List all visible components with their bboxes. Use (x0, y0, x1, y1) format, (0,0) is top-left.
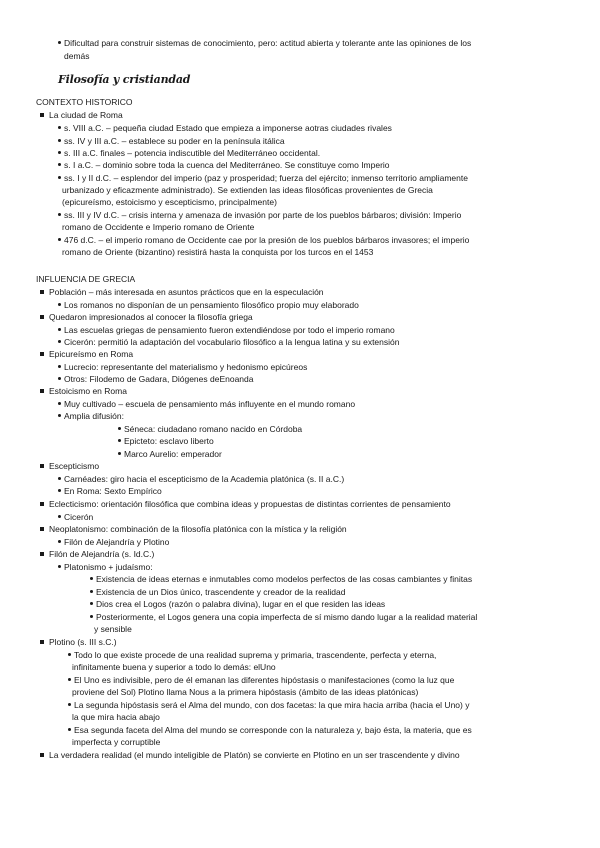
bullet-dot-icon (58, 565, 61, 568)
list-item (58, 209, 461, 221)
square-bullet-icon (40, 527, 44, 531)
list-item (90, 611, 477, 623)
list-item (40, 548, 154, 560)
list-item (40, 311, 253, 323)
square-bullet-icon (40, 389, 44, 393)
bullet-dot-icon (90, 602, 93, 605)
list-item (58, 159, 390, 171)
item-text: ss. III y IV d.C. – crisis interna y amenaza de invasión por parte de los pueblos bárbaros; división: Imperio (64, 210, 462, 220)
item-text: Población – más interesada en asuntos prácticos que en la especulación (49, 287, 324, 297)
section-title-influencia: INFLUENCIA DE GRECIA (36, 274, 136, 284)
item-text: Séneca: ciudadano romano nacido en Córdoba (124, 424, 303, 434)
bullet-dot-icon (58, 163, 61, 166)
list-item (58, 398, 355, 410)
list-item (118, 448, 222, 460)
bullet-dot-icon (68, 728, 71, 731)
item-text: Los romanos no disponían de un pensamiento filosófico propio muy elaborado (64, 300, 359, 310)
list-item (58, 536, 169, 548)
item-text: s. I a.C. – dominio sobre toda la cuenca del Mediterráneo. Se constituye como Imperio (64, 160, 390, 170)
item-text: Neoplatonismo: combinación de la filosofía platónica con la mística y la religión (49, 524, 347, 534)
section-heading: Filosofía y cristiandad (58, 73, 191, 86)
list-item (40, 348, 133, 360)
item-text: Filón de Alejandría y Plotino (64, 537, 170, 547)
item-text: La ciudad de Roma (49, 110, 123, 120)
list-item (68, 724, 472, 736)
list-item (90, 573, 472, 585)
bullet-dot-icon (90, 577, 93, 580)
bullet-dot-icon (68, 653, 71, 656)
square-bullet-icon (40, 640, 44, 644)
item-text: Cicerón (64, 512, 94, 522)
list-item (40, 109, 123, 121)
bullet-dot-icon (58, 515, 61, 518)
item-text: Existencia de ideas eternas e inmutables como modelos perfectos de las cosas cambiantes y finitas (96, 574, 473, 584)
list-item (58, 172, 468, 184)
list-item (58, 561, 153, 573)
bullet-dot-icon (58, 540, 61, 543)
list-item (68, 649, 436, 661)
list-item (118, 423, 302, 435)
list-item (58, 511, 93, 523)
item-text: ss. I y II d.C. – esplendor del imperio (paz y prosperidad; fuerza del ejército; inmenso territorio ampliamente (64, 173, 468, 183)
list-item (40, 523, 347, 535)
item-continuation: romano de Occidente e Imperio romano de Oriente (62, 222, 255, 232)
bullet-dot-icon (58, 340, 61, 343)
bullet-dot-icon (68, 678, 71, 681)
bullet-dot-icon (58, 176, 61, 179)
item-continuation: imperfecta y corruptible (72, 737, 161, 747)
item-continuation: proviene del Sol) Plotino llama Nous a la primera hipóstasis (ámbito de las ideas platónicas) (72, 687, 419, 697)
item-text: Platonismo + judaísmo: (64, 562, 153, 572)
bullet-dot-icon (58, 377, 61, 380)
list-item (118, 435, 214, 447)
bullet-dot-icon (58, 238, 61, 241)
item-text: Quedaron impresionados al conocer la filosofía griega (49, 312, 253, 322)
item-text: ss. IV y III a.C. – establece su poder en la península itálica (64, 136, 285, 146)
item-text: Epicureísmo en Roma (49, 349, 134, 359)
item-text: Cicerón: permitió la adaptación del vocabulario filosófico a la lengua latina y su extensión (64, 337, 400, 347)
square-bullet-icon (40, 352, 44, 356)
bullet-dot-icon (68, 703, 71, 706)
item-text: Muy cultivado – escuela de pensamiento más influyente en el mundo romano (64, 399, 356, 409)
item-text: La verdadera realidad (el mundo inteligible de Platón) se convierte en Plotino en un ser trascendente y divino (49, 750, 460, 760)
list-item (58, 373, 253, 385)
square-bullet-icon (40, 753, 44, 757)
square-bullet-icon (40, 290, 44, 294)
bullet-dot-icon (90, 615, 93, 618)
list-item (58, 410, 124, 422)
list-item (58, 473, 344, 485)
list-item (58, 122, 392, 134)
bullet-dot-icon (58, 402, 61, 405)
item-text: s. III a.C. finales – potencia indiscutible del Mediterráneo occidental. (64, 148, 321, 158)
list-item (90, 586, 345, 598)
item-text: Lucrecio: representante del materialismo y hedonismo epicúreos (64, 362, 308, 372)
item-text: Estoicismo en Roma (49, 386, 127, 396)
square-bullet-icon (40, 315, 44, 319)
item-text: En Roma: Sexto Empírico (64, 486, 162, 496)
item-text: Amplia difusión: (64, 411, 125, 421)
item-continuation: infinitamente buena y superior a todo lo demás: elUno (72, 662, 276, 672)
item-text: Esa segunda faceta del Alma del mundo se corresponde con la naturaleza y, bajo ésta, la materia, que es (74, 725, 472, 735)
item-text: Filón de Alejandría (s. Id.C.) (49, 549, 155, 559)
bullet-dot-icon (58, 477, 61, 480)
item-text: Otros: Filodemo de Gadara, Diógenes deEnoanda (64, 374, 254, 384)
item-text: Posteriormente, el Logos genera una copia imperfecta de sí mismo dando lugar a la realidad material (96, 612, 478, 622)
item-text: Carnéades: giro hacia el escepticismo de la Academia platónica (s. II a.C.) (64, 474, 345, 484)
item-continuation: (epicureísmo, estoicismo y escepticismo, principalmente) (62, 197, 277, 207)
list-item (58, 336, 399, 348)
list-item (58, 361, 307, 373)
bullet-dot-icon (58, 151, 61, 154)
bullet-dot-icon (58, 328, 61, 331)
item-continuation: urbanizado y eficazmente administrado). Se extienden las ideas filosóficas provenientes de Grecia (62, 185, 433, 195)
list-item (40, 749, 460, 761)
bullet-dot-icon (58, 414, 61, 417)
list-item (58, 147, 320, 159)
bullet-continuation: demás (64, 51, 90, 61)
list-item (58, 324, 395, 336)
item-text: Existencia de un Dios único, trascendente y creador de la realidad (96, 587, 346, 597)
list-item (40, 498, 451, 510)
item-text: s. VIII a.C. – pequeña ciudad Estado que empieza a imponerse aotras ciudades rivales (64, 123, 392, 133)
bullet-dot-icon (58, 139, 61, 142)
bullet-dot-icon (58, 303, 61, 306)
list-item (58, 135, 285, 147)
bullet-dot-icon (58, 213, 61, 216)
item-continuation: y sensible (94, 624, 132, 634)
bullet-dot-icon (58, 365, 61, 368)
item-text: 476 d.C. – el imperio romano de Occidente cae por la presión de los pueblos bárbaros invasores; el imperio (64, 235, 470, 245)
item-continuation: la que mira hacia abajo (72, 712, 160, 722)
list-item (90, 598, 385, 610)
item-text: Dios crea el Logos (razón o palabra divina), lugar en el que residen las ideas (96, 599, 386, 609)
list-item (40, 286, 324, 298)
item-text: La segunda hipóstasis será el Alma del mundo, con dos facetas: la que mira hacia arriba (hacia el Uno) y (74, 700, 470, 710)
bullet-dot-icon (58, 126, 61, 129)
list-item (68, 674, 454, 686)
item-text: Eclecticismo: orientación filosófica que combina ideas y propuestas de distintas corrientes de pensamiento (49, 499, 451, 509)
square-bullet-icon (40, 113, 44, 117)
bullet-dot-icon (58, 489, 61, 492)
list-item (40, 460, 99, 472)
list-item (58, 299, 359, 311)
square-bullet-icon (40, 464, 44, 468)
bullet-dot-icon (90, 590, 93, 593)
item-text: Marco Aurelio: emperador (124, 449, 222, 459)
item-text: El Uno es indivisible, pero de él emanan las diferentes hipóstasis o manifestaciones (como la luz que (74, 675, 455, 685)
list-item (40, 385, 127, 397)
list-item (58, 234, 469, 246)
square-bullet-icon (40, 552, 44, 556)
bullet-item (58, 37, 471, 49)
list-item (58, 485, 162, 497)
item-text: Plotino (s. III s.C.) (49, 637, 117, 647)
item-text: Dificultad para construir sistemas de conocimiento, pero: actitud abierta y tolerante ante las opiniones de los (64, 38, 472, 48)
item-text: Las escuelas griegas de pensamiento fueron extendiéndose por todo el imperio romano (64, 325, 395, 335)
list-item (68, 699, 469, 711)
item-text: Epicteto: esclavo liberto (124, 436, 214, 446)
item-continuation: romano de Oriente (bizantino) resistirá hasta la conquista por los turcos en el 1453 (62, 247, 374, 257)
bullet-dot-icon (118, 427, 121, 430)
item-text: Todo lo que existe procede de una realidad suprema y primaria, trascendente, perfecta y eterna, (74, 650, 437, 660)
item-text: Escepticismo (49, 461, 100, 471)
bullet-dot-icon (118, 452, 121, 455)
bullet-dot-icon (118, 439, 121, 442)
square-bullet-icon (40, 502, 44, 506)
bullet-dot-icon (58, 41, 61, 44)
section-title-contexto: CONTEXTO HISTORICO (36, 97, 133, 107)
list-item (40, 636, 117, 648)
